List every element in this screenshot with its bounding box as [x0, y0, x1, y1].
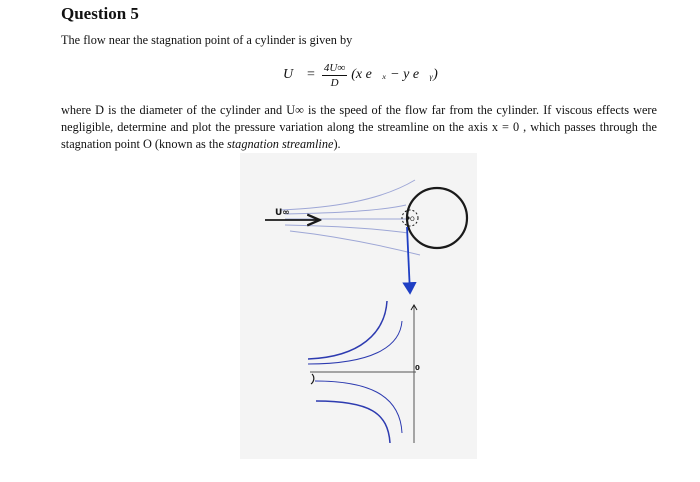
velocity-equation [283, 58, 438, 92]
question-title: Question 5 [61, 4, 139, 23]
equation-equals: = [307, 67, 315, 82]
question-intro: The flow near the stagnation point of a cylinder is given by [61, 33, 353, 47]
hyperbola-lower-1 [315, 381, 402, 433]
freestream-label: U∞ [275, 208, 290, 218]
paragraph-emphasis: stagnation streamline [226, 137, 334, 151]
flow-tick-mark [311, 374, 314, 384]
equation-denominator: D [330, 76, 339, 89]
equation-rhs: (x e⃗ₓ − y e⃗ᵧ) [351, 67, 438, 82]
streamline-lower-inner [285, 225, 408, 233]
streamline-upper-outer [280, 180, 415, 210]
hyperbola-upper-1 [308, 301, 387, 359]
origin-label: 0 [415, 364, 420, 372]
transition-arrow [407, 227, 410, 293]
equation-fraction [322, 62, 347, 89]
stagnation-label: O [410, 216, 415, 223]
streamline-lower-outer [290, 231, 420, 255]
sketch-svg [240, 153, 477, 459]
streamline-upper-inner [285, 205, 406, 214]
paragraph-part-2: ). [333, 137, 341, 151]
equation-lhs: U⃗ [283, 67, 304, 82]
question-paragraph [61, 102, 657, 153]
equation-numerator: 4U∞ [323, 61, 346, 74]
stagnation-sketch-figure [240, 153, 477, 459]
cylinder [407, 188, 467, 248]
hyperbola-lower-2 [316, 401, 390, 443]
paragraph-part-1: where D is the diameter of the cylinder and U∞ is the speed of the flow far from the cylinder. If viscous effects were negligible, determine and plot the pressure variation along the streamline on the axis x = 0 , which passes through the stagnation point O (known as the [61, 103, 657, 151]
